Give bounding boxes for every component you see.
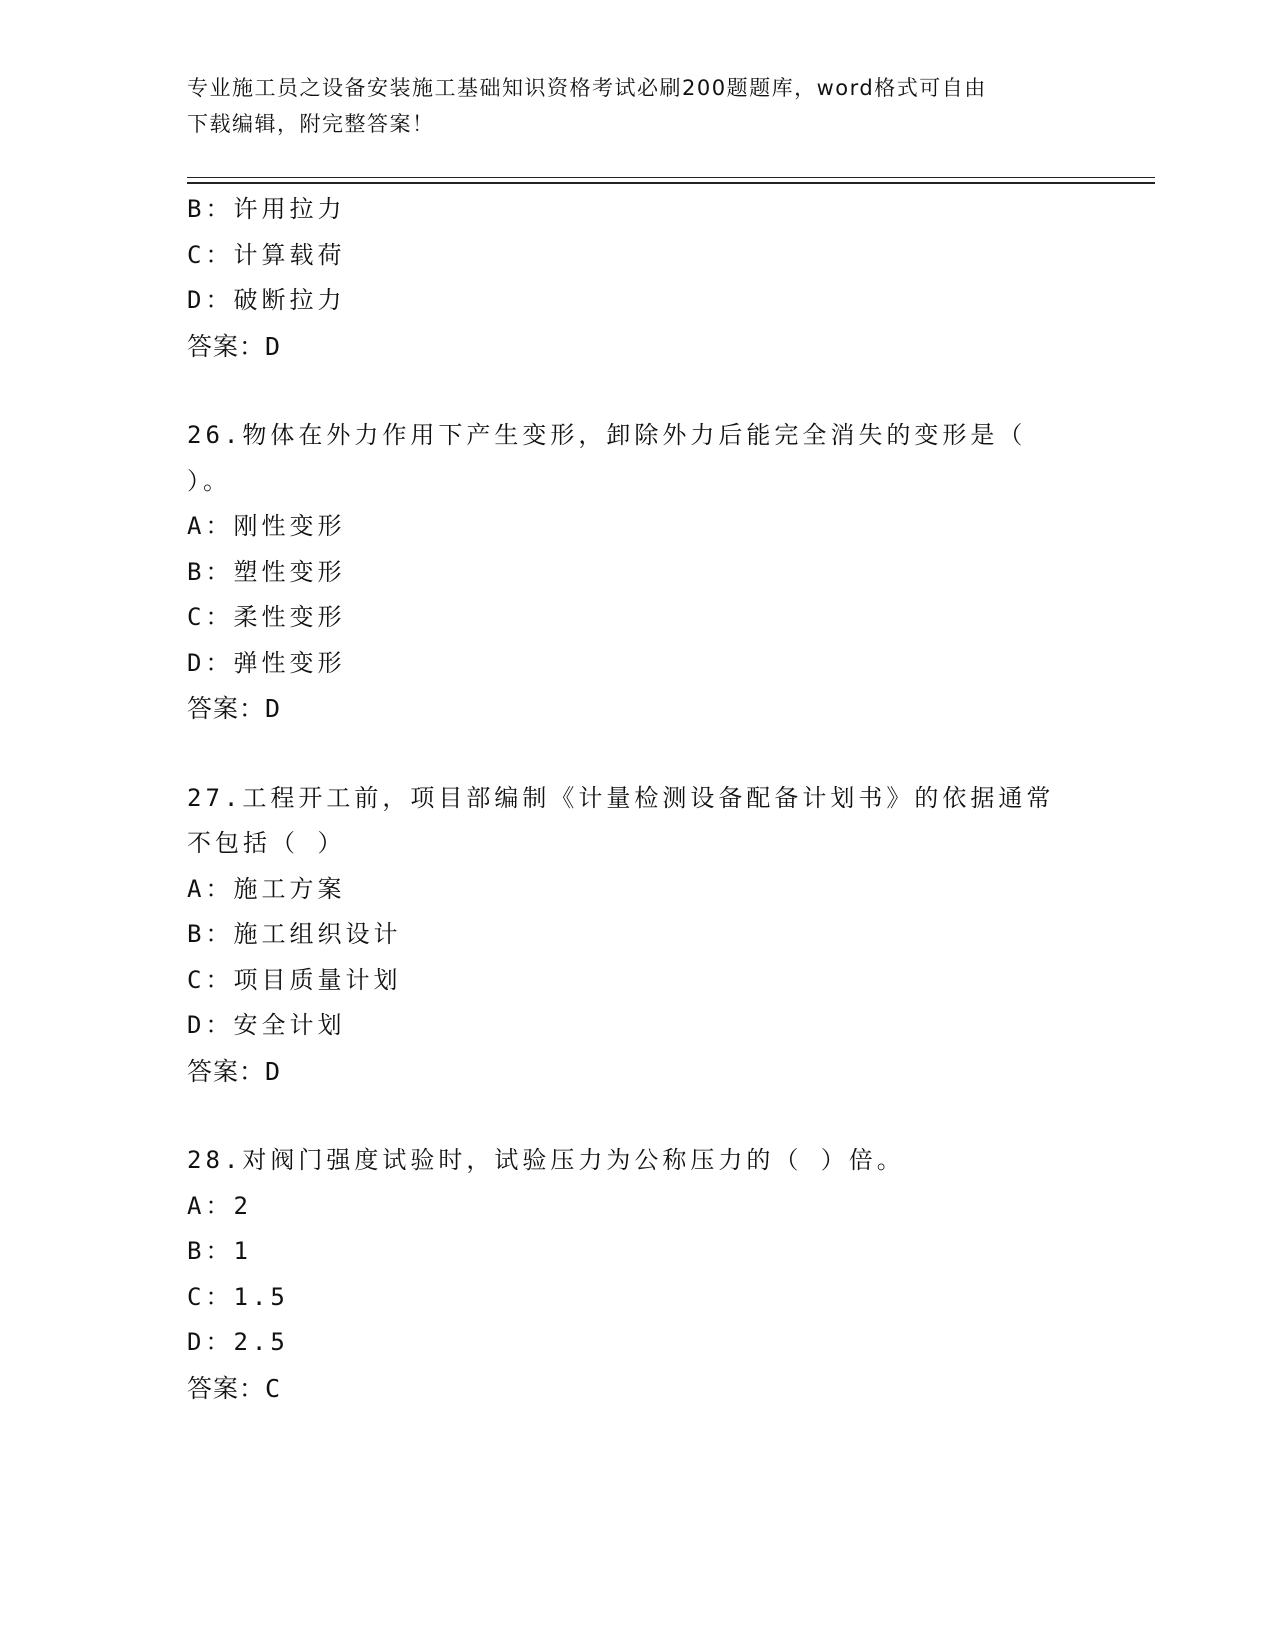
question-28: [187, 1138, 1087, 1411]
answer-label: 答案：: [187, 694, 266, 723]
answer-value: D: [265, 694, 281, 723]
question-25: [187, 187, 1087, 369]
spacer: [187, 1094, 1087, 1138]
option-a: A：施工方案: [187, 874, 346, 903]
option-a: A：2: [187, 1191, 252, 1220]
option-b: B：1: [187, 1237, 252, 1265]
header-line-2: 下载编辑，附完整答案！: [187, 112, 435, 136]
question-list: [187, 187, 1087, 1411]
answer-value: C: [265, 1373, 281, 1403]
option-c: C：项目质量计划: [187, 965, 402, 994]
answer-label: 答案：: [187, 331, 266, 361]
answer: [187, 686, 1087, 732]
header-divider-thin: [187, 177, 1155, 178]
option-b: B：施工组织设计: [187, 920, 402, 948]
answer-value: D: [265, 331, 281, 361]
answer: [187, 1049, 1087, 1095]
answer-label: 答案：: [187, 1056, 266, 1086]
spacer: [187, 732, 1087, 776]
option-b: B：许用拉力: [187, 195, 346, 223]
answer: [187, 324, 1087, 370]
question-text-line-1: 27.工程开工前，项目部编制《计量检测设备配备计划书》的依据通常: [187, 783, 1055, 812]
option-a: A：刚性变形: [187, 512, 346, 540]
header-line-1: 专业施工员之设备安装施工基础知识资格考试必刷200题题库，word格式可自由: [187, 76, 987, 100]
option-d: D：弹性变形: [187, 648, 346, 677]
option-d: D：安全计划: [187, 1011, 346, 1039]
question-text-line-2: ）。: [187, 466, 231, 495]
option-c: C：柔性变形: [187, 603, 346, 631]
question-text-line-1: 28.对阀门强度试验时，试验压力为公称压力的（ ）倍。: [187, 1146, 905, 1174]
option-b: B：塑性变形: [187, 557, 346, 586]
answer: [187, 1366, 1087, 1412]
answer-value: D: [265, 1056, 281, 1086]
spacer: [187, 369, 1087, 413]
question-text-line-1: 26.物体在外力作用下产生变形，卸除外力后能完全消失的变形是（: [187, 421, 1027, 449]
option-d: D：破断拉力: [187, 286, 346, 314]
document-header: [187, 70, 1087, 142]
question-27: [187, 776, 1087, 1095]
option-d: D：2.5: [187, 1328, 289, 1356]
question-26: [187, 413, 1087, 732]
option-c: C：计算载荷: [187, 240, 346, 269]
answer-label: 答案：: [187, 1373, 266, 1403]
option-c: C：1.5: [187, 1282, 289, 1311]
question-text-line-2: 不包括（ ）: [187, 829, 346, 857]
header-divider-thick: [187, 182, 1155, 184]
